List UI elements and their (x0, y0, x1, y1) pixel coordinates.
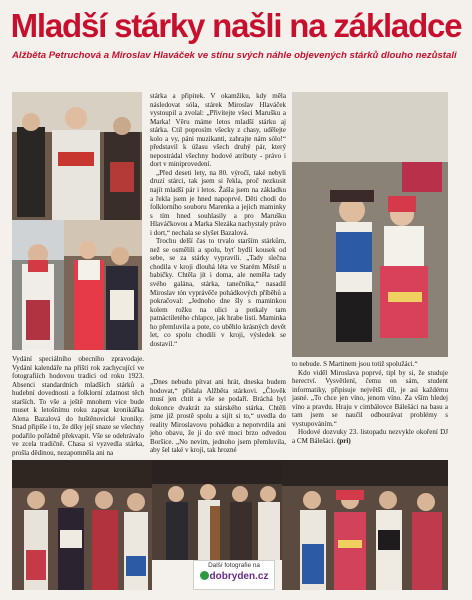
article-column-3 (292, 360, 448, 445)
photo-young-pair (64, 220, 142, 350)
paragraph: „Před deseti lety, na 80. výročí, také nebyli druzí stárci, tak jsem si řekla, proč nezkusit najít mladší pár i letos. Žašla jsem na základku a řekla jsem je hned napoprvé. Děti chodí do folklorního souboru Marenka a jejich maminky s tím hned souhlasily a pro Marušku Hlaváčkovou a Marka Slezáka nachystaly právo i dort,“ nechala se slyšet Bazalová. (150, 168, 286, 237)
site-logo-icon (200, 571, 209, 580)
subhead: Alžběta Petruchová a Miroslav Hlaváček ve stínu svých náhle objevených stárků dlouho nezůstali (12, 50, 457, 61)
paragraph: Trochu delší čas to trvalo starším stárkům, než se osmělili a spolu, byť bydlí kousek od sebe, se za stárky vypravili. „Tady slečna chodila v kroji dlouhá léta ve Starém Městě u babičky. Chtěla jít i doma, ale neměla tady svého galána, stárka, tanečníka,“ nasadil Miroslav tón vyprávěče pohádkových příběhů a pokračoval: „Jednoho dne šly s maminkou kolem rožku na ulici a potkaly tam patnáctiletého chlapce, jak hrabe listí. Maminka ho přemluvila a pote, co uběhlo krásných devět let, co spolu chodili v kroji, výsledek se dostavil.“ (150, 237, 286, 348)
paragraph: Vydání speciálního obecního zpravodaje. Vydání kalendáře na příští rok zachycující ve fotografiích hodovou tradici od roku 1923. Absenci standardních mladších stárků a hudební dovednosti a folklorní zdatnost těch starších. To vše a ještě mnohem více bude muset k letošnímu roku zapsat kronikářka Alena Bazalová do huštěnovické kroniky. Snad připíše i to, že díky její snaze se všechny podařilo pořádně překvapit. Vše se odehrávalo ve zcela tradičně. Chasa si vyzvedla stárka, prošla dědinou, nezapomněla ani na (12, 355, 144, 458)
photo-young-couple-bottom (282, 460, 448, 590)
article-column-2b (150, 378, 286, 455)
photo-mayor-speech (12, 92, 142, 220)
paragraph-text: Hodové dozvuky 23. listopadu nezvykle okoření DJ a CM Bálešáci. (292, 428, 448, 445)
paragraph: to nebude. S Martinem jsou totiž spolužáci.“ (292, 360, 418, 368)
paragraph (292, 428, 448, 445)
paragraph: stárka a připitek. V okamžiku, kdy měla následovat sóla, stárek Miroslav Hlaváček vystoupil a zvolal: „Přivítejte všeci Marušku a Marka! Věru máme letos mladší stárku aj stárka. Ctil poprosím všecky z chasy, udělejte kolo a vy, páni muzikanti, zahrajte nám sólo!“ představil k úžasu všech druhý pár, který nepostrádal všechny hodové atributy - právo i dort v miniprovedení. (150, 92, 286, 169)
author-mark: (pri) (337, 436, 351, 445)
photo-credit-box (193, 560, 275, 590)
article-column-2 (150, 92, 286, 348)
paragraph: Kdo viděl Miroslava poprvé, tipl by si, že studuje herectví. Vysvětlení, čemu on sám, student informatiky, připisuje největší díl, je asi každému jasné. „To chce jen víno, jenom víno. Za vším hledej víno a pravdu. Hraju v cimbálovce Bálešáci na basu a tam jsem se naučil odbourávat problémy s vystupováním.“ (292, 368, 448, 428)
paragraph: „Dnes nebudu pítvat ani hrát, dneska budem hodovat,“ přidala Alžběta stárkovi. „Člověk musí jen chtít a vše se podaří. Bráchá byl dokonce dvakrát za stárského stárka. Chtěli jsme již prostě spolu a sijít si to,“ uvedla do reality Miroslavovu pohádku a nepotvrdila ani jeho obavu, že ji do své moci brzo odvedou Boršice. „No nevím, jednoho jsem přemluvila, aby šel také v kroji, tak hrozné (150, 378, 286, 455)
photo-girl-with-flowers (12, 220, 64, 350)
photo-credit-site-text: dobryden.cz (209, 571, 269, 582)
headline: Mladší stárky našli na základce (10, 7, 462, 44)
photo-group-left (12, 460, 152, 590)
photo-credit-site[interactable] (194, 570, 274, 584)
photo-credit-label: Další fotografie na (208, 562, 260, 569)
article-column-1 (12, 355, 144, 458)
photo-musicians (152, 460, 282, 560)
photo-couple-in-costumes (292, 92, 448, 357)
